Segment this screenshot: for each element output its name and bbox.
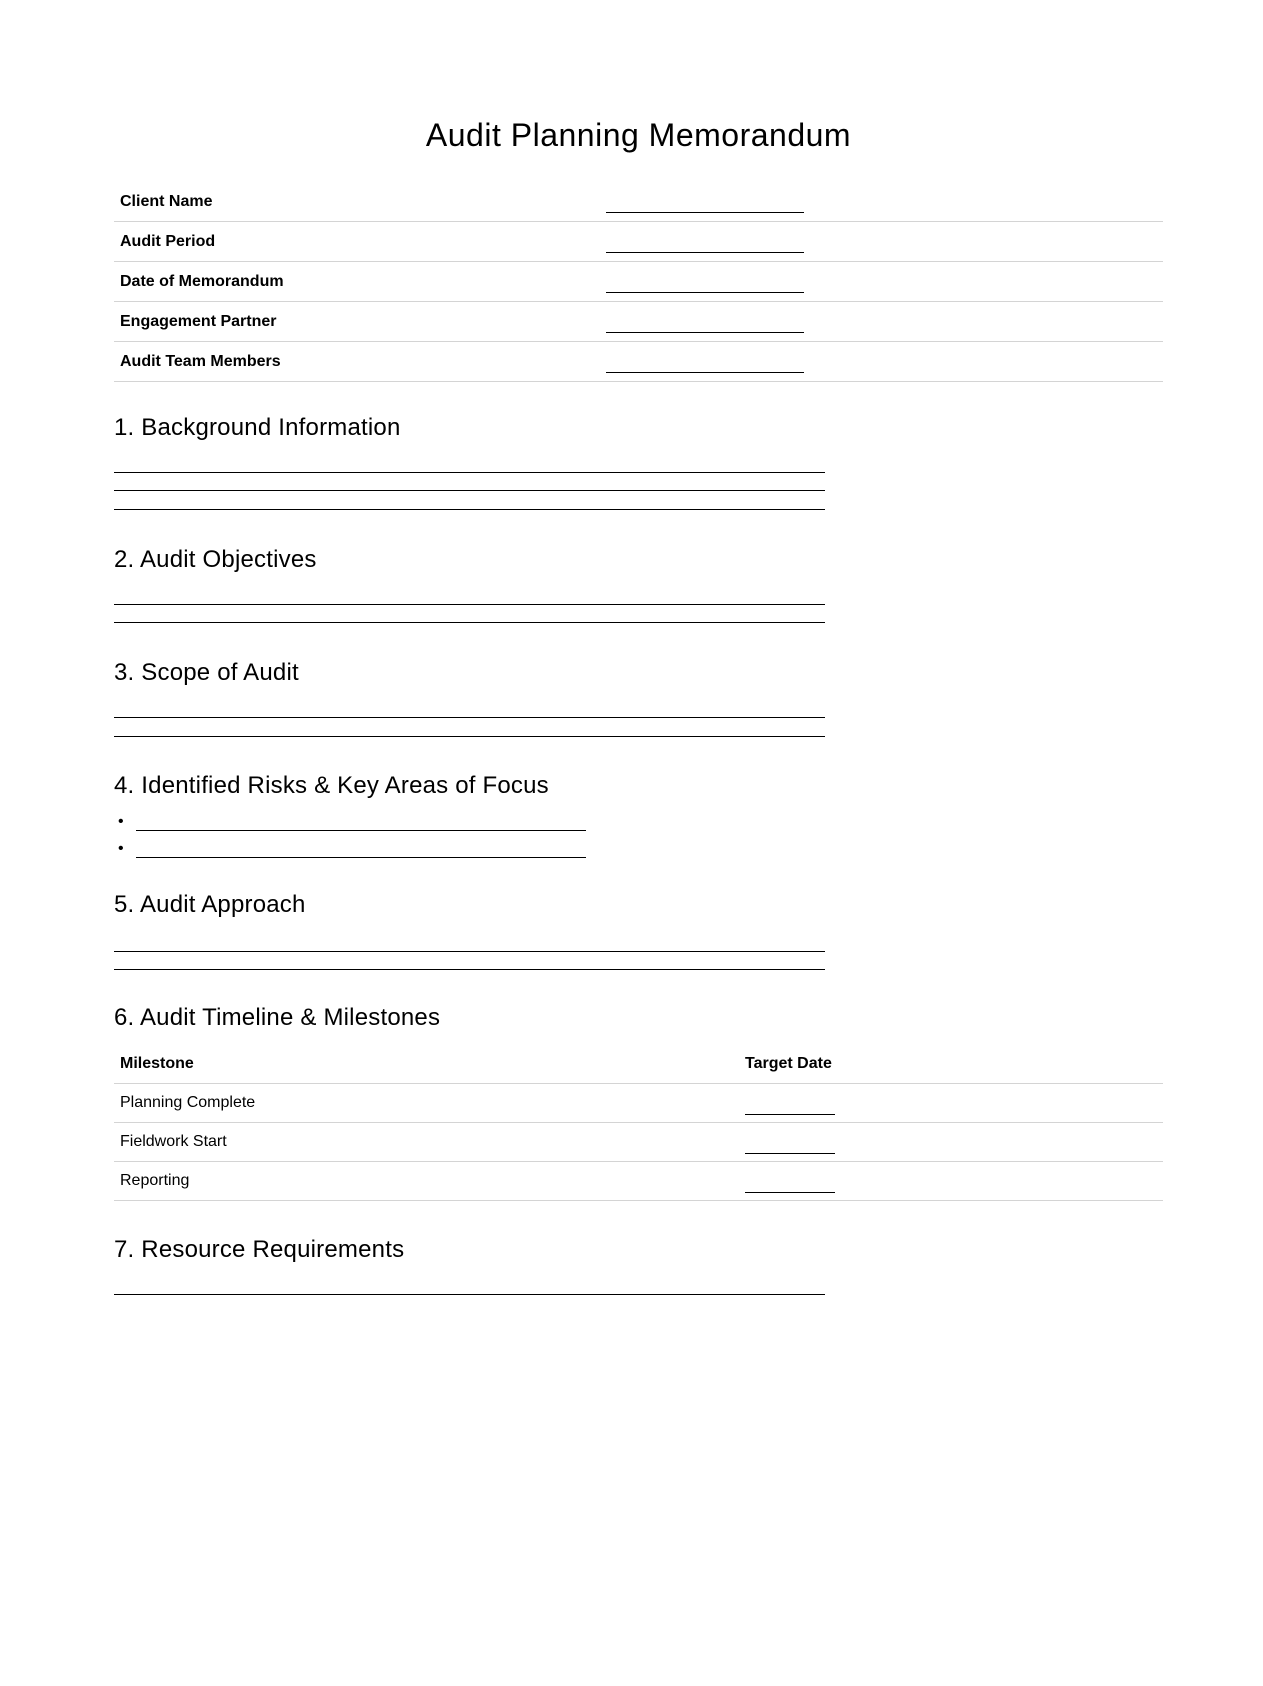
info-value-cell — [600, 302, 1163, 342]
section-heading: 2. Audit Objectives — [114, 546, 317, 573]
info-value-cell — [600, 182, 1163, 222]
memo-date-blank[interactable] — [606, 278, 804, 293]
section-heading: 7. Resource Requirements — [114, 1236, 405, 1263]
section-heading: 5. Audit Approach — [114, 891, 306, 918]
writing-line[interactable] — [114, 509, 825, 510]
header-info-table — [114, 182, 1163, 382]
info-label: Engagement Partner — [114, 302, 600, 342]
client-name-blank[interactable] — [606, 198, 804, 213]
section-risks — [114, 772, 1163, 857]
section-background — [114, 414, 1163, 442]
target-date-cell — [739, 1162, 1163, 1201]
risk-bullet-item — [118, 839, 598, 859]
table-row — [114, 1162, 1163, 1201]
info-row-engagement-partner — [114, 302, 1163, 342]
info-label: Audit Team Members — [114, 342, 600, 382]
info-value-cell — [600, 222, 1163, 262]
section-scope — [114, 659, 1163, 687]
writing-line[interactable] — [114, 717, 825, 718]
column-header-milestone: Milestone — [114, 1045, 739, 1084]
risk-bullet-item — [118, 812, 598, 832]
writing-line[interactable] — [114, 1294, 825, 1295]
writing-line[interactable] — [114, 472, 825, 473]
column-header-target-date: Target Date — [739, 1045, 1163, 1084]
milestone-name: Fieldwork Start — [114, 1123, 739, 1162]
writing-line[interactable] — [114, 951, 825, 952]
risk-blank[interactable] — [136, 857, 586, 858]
section-timeline — [114, 1004, 1163, 1189]
target-date-cell — [739, 1084, 1163, 1123]
target-date-blank[interactable] — [745, 1178, 835, 1193]
engagement-partner-blank[interactable] — [606, 318, 804, 333]
info-row-audit-period — [114, 222, 1163, 262]
info-value-cell — [600, 342, 1163, 382]
info-row-client-name — [114, 182, 1163, 222]
info-label: Date of Memorandum — [114, 262, 600, 302]
section-heading: 3. Scope of Audit — [114, 659, 299, 686]
milestone-name: Reporting — [114, 1162, 739, 1201]
writing-line[interactable] — [114, 490, 825, 491]
milestones-header-row — [114, 1045, 1163, 1084]
milestone-name: Planning Complete — [114, 1084, 739, 1123]
table-row — [114, 1084, 1163, 1123]
info-row-audit-team-members — [114, 342, 1163, 382]
writing-line[interactable] — [114, 622, 825, 623]
writing-line[interactable] — [114, 736, 825, 737]
info-label: Client Name — [114, 182, 600, 222]
writing-line[interactable] — [114, 969, 825, 970]
target-date-cell — [739, 1123, 1163, 1162]
milestones-table — [114, 1045, 1163, 1201]
section-approach — [114, 891, 1163, 919]
bullet-marker: • — [118, 813, 124, 830]
bullet-marker: • — [118, 840, 124, 857]
target-date-blank[interactable] — [745, 1100, 835, 1115]
target-date-blank[interactable] — [745, 1139, 835, 1154]
info-label: Audit Period — [114, 222, 600, 262]
info-row-date-of-memorandum — [114, 262, 1163, 302]
audit-period-blank[interactable] — [606, 238, 804, 253]
section-heading: 1. Background Information — [114, 414, 401, 441]
table-row — [114, 1123, 1163, 1162]
section-resources — [114, 1236, 1163, 1264]
section-heading: 4. Identified Risks & Key Areas of Focus — [114, 772, 549, 799]
section-heading: 6. Audit Timeline & Milestones — [114, 1004, 441, 1031]
audit-team-blank[interactable] — [606, 358, 804, 373]
info-value-cell — [600, 262, 1163, 302]
writing-line[interactable] — [114, 604, 825, 605]
page-title: Audit Planning Memorandum — [425, 117, 852, 153]
risk-blank[interactable] — [136, 830, 586, 831]
section-objectives — [114, 546, 1163, 574]
